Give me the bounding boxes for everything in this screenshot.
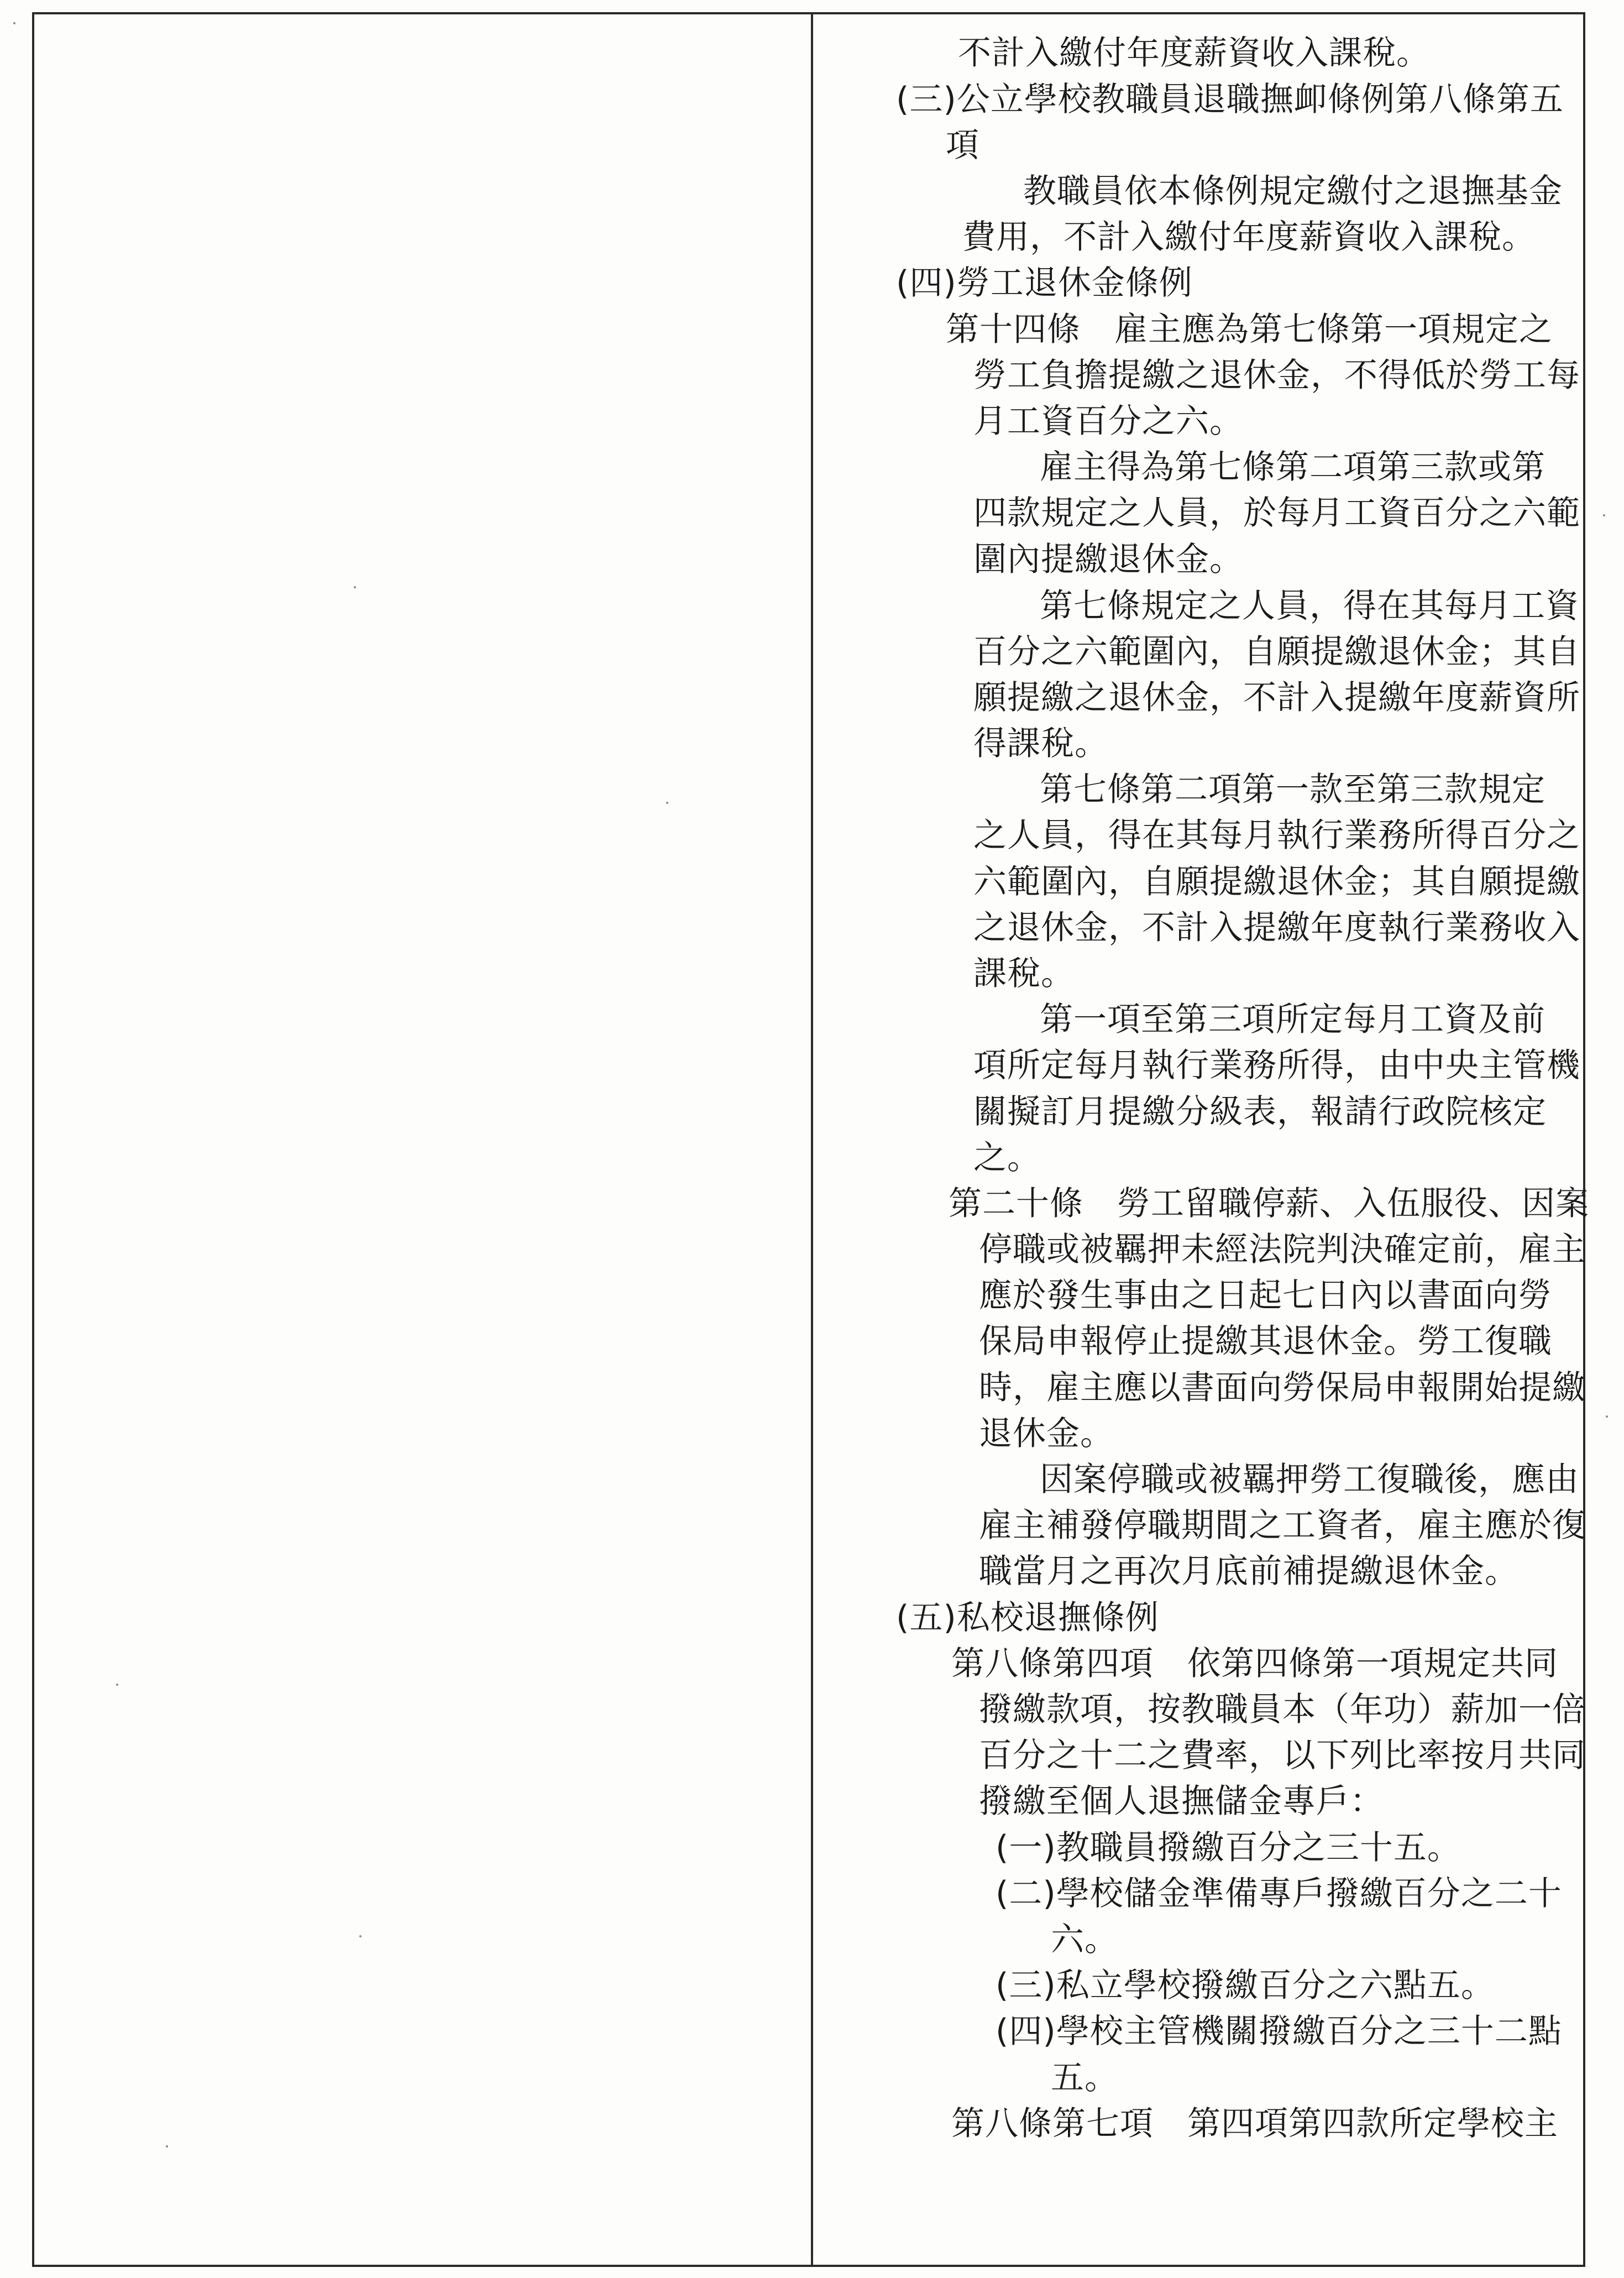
right-column-statute-text [813,14,1589,2265]
scan-speck [1606,1415,1608,1418]
text-line: 關擬訂月提繳分級表，報請行政院核定 [973,1093,1547,1131]
text-line: 百分之十二之費率，以下列比率按月共同 [979,1736,1586,1775]
text-line: 因案停職或被羈押勞工復職後，應由 [1040,1460,1579,1499]
text-line: 職當月之再次月底前補提繳退休金。 [979,1552,1518,1591]
text-line: (四)學校主管機關撥繳百分之三十二點 [996,2012,1562,2051]
text-line: 第七條第二項第一款至第三款規定 [1040,770,1546,809]
text-line: 雇主補發停職期間之工資者，雇主應於復 [979,1506,1586,1545]
text-line: (四)勞工退休金條例 [896,264,1193,302]
text-line: 應於發生事由之日起七日內以書面向勞 [979,1276,1552,1315]
text-line: 雇主得為第七條第二項第三款或第 [1040,448,1546,487]
scan-speck [13,22,15,24]
text-line: 第二十條 勞工留職停薪、入伍服役、因案 [949,1184,1589,1223]
scan-speck [359,1935,362,1937]
text-line: 之人員，得在其每月執行業務所得百分之 [973,816,1580,855]
text-line: 之退休金，不計入提繳年度執行業務收入 [973,908,1580,947]
text-line: 勞工負擔提繳之退休金，不得低於勞工每 [973,356,1580,395]
text-line: 第八條第七項 第四項第四款所定學校主 [951,2104,1558,2143]
scan-speck [1603,514,1605,516]
text-line: 得課稅。 [973,724,1108,763]
text-line: 月工資百分之六。 [973,402,1243,441]
text-line: 六。 [1051,1920,1118,1959]
text-line: 課稅。 [973,954,1075,993]
left-column-empty [34,14,811,2265]
text-line: 停職或被羈押未經法院判決確定前，雇主 [979,1230,1586,1269]
text-line: (三)私立學校撥繳百分之六點五。 [996,1966,1495,2005]
text-line: (二)學校儲金準備專戶撥繳百分之二十 [996,1874,1562,1913]
text-line: 第七條規定之人員，得在其每月工資 [1040,587,1579,625]
text-line: (一)教職員撥繳百分之三十五。 [996,1828,1461,1867]
text-line: 保局申報停止提繳其退休金。勞工復職 [979,1322,1552,1361]
scan-speck [666,802,668,804]
text-line: 圍內提繳退休金。 [973,540,1243,579]
text-line: 教職員依本條例規定繳付之退撫基金 [1023,172,1563,211]
text-line: 不計入繳付年度薪資收入課稅。 [958,34,1430,72]
text-line: 時，雇主應以書面向勞保局申報開始提繳 [979,1368,1586,1407]
text-line: 第八條第四項 依第四條第一項規定共同 [951,1644,1558,1683]
text-line: 撥繳款項，按教職員本（年功）薪加一倍 [979,1690,1586,1729]
text-line: 六範圍內，自願提繳退休金；其自願提繳 [973,863,1580,901]
text-line: 費用，不計入繳付年度薪資收入課稅。 [962,218,1536,257]
text-line: 撥繳至個人退撫儲金專戶： [979,1782,1384,1821]
text-line: 項所定每月執行業務所得，由中央主管機 [973,1046,1580,1085]
text-line: (三)公立學校教職員退職撫卹條例第八條第五 [896,80,1564,119]
scan-speck [166,2145,168,2148]
text-line: 第十四條 雇主應為第七條第一項規定之 [946,310,1553,349]
text-line: 項 [946,126,979,165]
text-line: 第一項至第三項所定每月工資及前 [1040,1000,1546,1039]
text-line: 百分之六範圍內，自願提繳退休金；其自 [973,633,1580,671]
text-line: (五)私校退撫條例 [896,1598,1159,1637]
text-line: 退休金。 [979,1414,1114,1453]
text-line: 四款規定之人員，於每月工資百分之六範 [973,494,1580,532]
text-line: 之。 [973,1138,1041,1177]
text-line: 願提繳之退休金，不計入提繳年度薪資所 [973,678,1580,717]
scan-speck [354,586,356,588]
scan-speck [116,1684,118,1686]
text-line: 五。 [1051,2058,1118,2097]
